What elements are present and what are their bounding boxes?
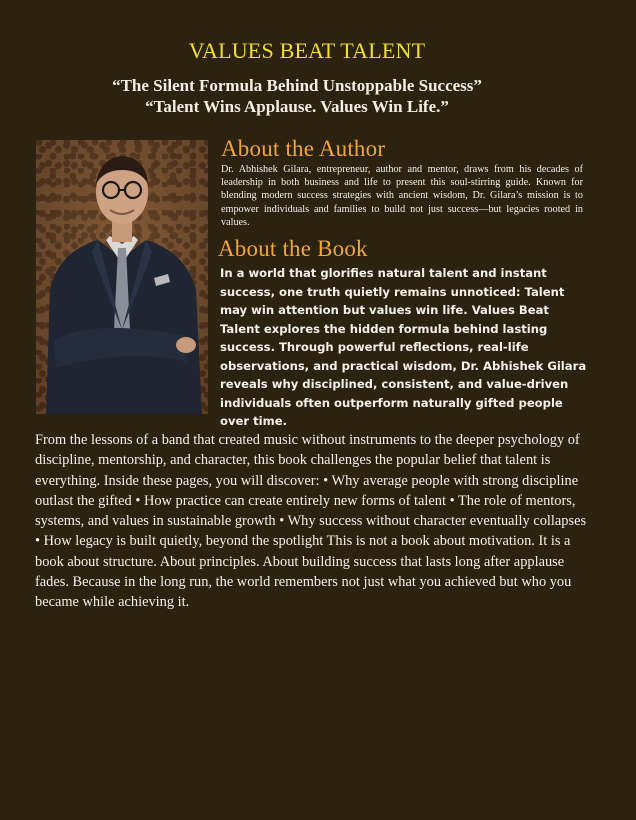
subtitle-line-2: “Talent Wins Applause. Values Win Life.” [145, 97, 449, 116]
about-author-text: Dr. Abhishek Gilara, entrepreneur, author and mentor, draws from his decades of leadership in both business and life to present this soul-stirring guide. Known for blending modern success strategies with ancient wisdom, Dr. Gilara’s mission is to empower individuals and families to build not just success—but legacies rooted in values. [221, 164, 583, 228]
about-author-heading: About the Author [221, 136, 386, 161]
subtitle-line-1: “The Silent Formula Behind Unstoppable Success” [112, 76, 482, 95]
author-photo [36, 140, 208, 414]
about-book-text: In a world that glorifies natural talent and instant success, one truth quietly remains unnoticed: Talent may win attention but values win life. Values Beat Talent explores the hidden formula behind lasting success. Through powerful reflections, real-life observations, and practical wisdom, Dr. Abhishek Gilara reveals why disciplined, consistent, and value-driven individuals often outperform naturally gifted people over time. [220, 266, 587, 428]
book-description-text: From the lessons of a band that created music without instruments to the deeper psychology of discipline, mentorship, and character, this book challenges the popular belief that talent is everything. Inside these pages, you will discover: • Why average people with strong discipline outlast the gifted • How practice can create entirely new forms of talent • The role of mentors, systems, and values in sustainable growth • Why success without character eventually collapses • How legacy is built quietly, beyond the spotlight This is not a book about motivation. It is a book about structure. About principles. About building success that lasts long after applause fades. Because in the long run, the world remembers not just what you achieved but who you became while achieving it. [35, 432, 587, 611]
author-portrait-illustration [36, 140, 208, 414]
about-book-heading: About the Book [218, 236, 368, 261]
book-title: VALUES BEAT TALENT [188, 38, 426, 63]
